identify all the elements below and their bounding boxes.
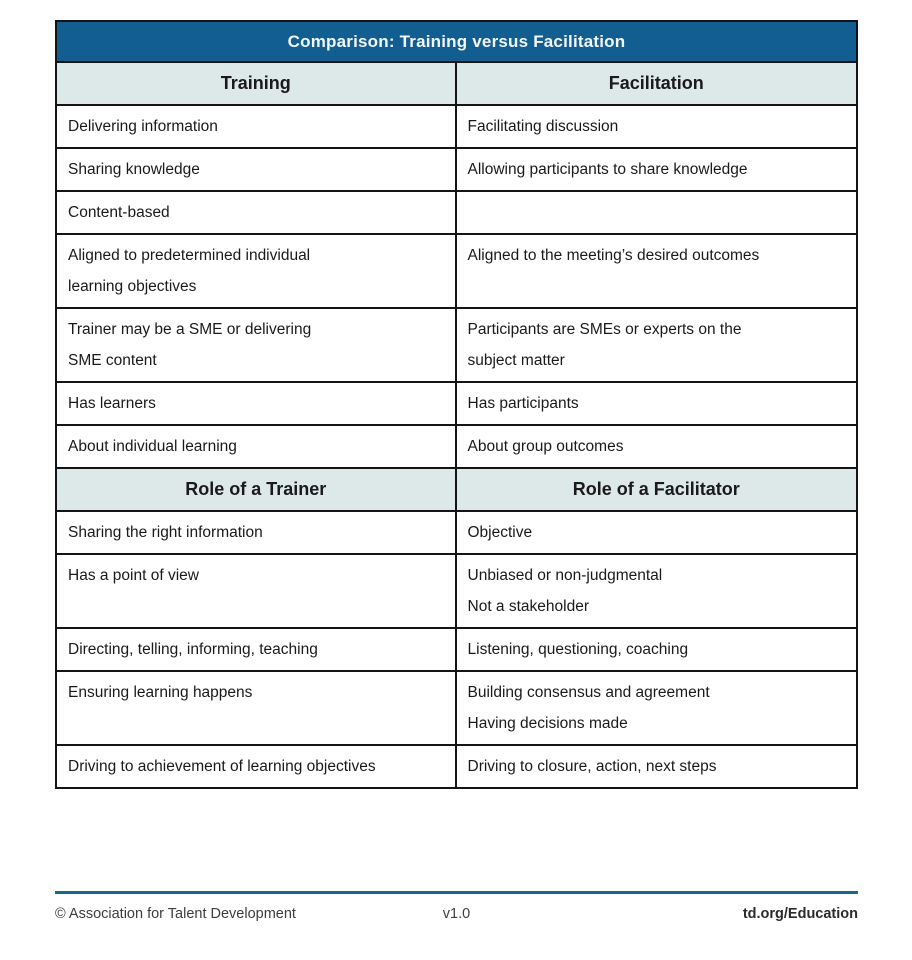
cell-line: Driving to achievement of learning objectives [68, 758, 376, 775]
cell-training [57, 309, 457, 381]
cell-training [57, 235, 457, 307]
table-row [57, 383, 856, 426]
cell-line: Directing, telling, informing, teaching [68, 641, 318, 658]
cell-line: learning objectives [68, 278, 197, 295]
cell-line: Trainer may be a SME or delivering [68, 321, 312, 338]
cell-facilitation [457, 235, 857, 307]
cell-line: Ensuring learning happens [68, 684, 253, 701]
cell-facilitation [457, 555, 857, 627]
table-row [57, 309, 856, 383]
subheader-role-of-facilitator: Role of a Facilitator [457, 469, 857, 510]
cell-facilitation [457, 309, 857, 381]
table-row [57, 192, 856, 235]
cell-facilitation [457, 512, 857, 553]
cell-line: Has learners [68, 395, 156, 412]
page-footer [55, 906, 858, 922]
cell-training [57, 672, 457, 744]
cell-facilitation [457, 426, 857, 467]
cell-line: Not a stakeholder [467, 598, 589, 615]
cell-facilitation [457, 672, 857, 744]
cell-training [57, 106, 457, 147]
table-row [57, 746, 856, 787]
cell-training [57, 149, 457, 190]
cell-line: subject matter [467, 352, 565, 369]
table-row [57, 629, 856, 672]
cell-training [57, 629, 457, 670]
cell-facilitation [457, 149, 857, 190]
table-title: Comparison: Training versus Facilitation [57, 22, 856, 63]
cell-line: Sharing knowledge [68, 161, 200, 178]
table-row [57, 426, 856, 469]
table-row [57, 149, 856, 192]
cell-training [57, 555, 457, 627]
cell-facilitation [457, 746, 857, 787]
footer-copyright: © Association for Talent Development [55, 906, 296, 922]
table-row [57, 512, 856, 555]
cell-training [57, 192, 457, 233]
comparison-table [55, 20, 858, 789]
cell-training [57, 426, 457, 467]
cell-line: Aligned to the meeting’s desired outcomes [467, 247, 760, 264]
cell-facilitation [457, 383, 857, 424]
cell-line: Delivering information [68, 118, 218, 135]
cell-line: Objective [467, 524, 533, 541]
footer-divider [55, 891, 858, 894]
table-row [57, 672, 856, 746]
footer-version: v1.0 [442, 906, 471, 922]
column-header-row [57, 63, 856, 106]
cell-line: SME content [68, 352, 157, 369]
cell-line: Content-based [68, 204, 170, 221]
comparison-rows-group [57, 106, 856, 469]
cell-training [57, 512, 457, 553]
cell-training [57, 383, 457, 424]
cell-line: Building consensus and agreement [467, 684, 710, 701]
column-header-training: Training [57, 63, 457, 104]
cell-training [57, 746, 457, 787]
cell-line: Allowing participants to share knowledge [467, 161, 748, 178]
table-row [57, 555, 856, 629]
cell-facilitation [457, 106, 857, 147]
column-header-facilitation: Facilitation [457, 63, 857, 104]
cell-line: Has participants [467, 395, 579, 412]
cell-line: Listening, questioning, coaching [467, 641, 689, 658]
cell-line: Driving to closure, action, next steps [467, 758, 717, 775]
roles-rows-group [57, 512, 856, 787]
cell-line: About group outcomes [467, 438, 624, 455]
table-row [57, 106, 856, 149]
subheader-row [57, 469, 856, 512]
cell-facilitation [457, 192, 857, 233]
footer-link: td.org/Education [742, 906, 858, 922]
cell-line: Has a point of view [68, 567, 199, 584]
subheader-role-of-trainer: Role of a Trainer [57, 469, 457, 510]
cell-line: Sharing the right information [68, 524, 263, 541]
cell-line: Aligned to predetermined individual [68, 247, 311, 264]
cell-line: Having decisions made [467, 715, 628, 732]
cell-facilitation [457, 629, 857, 670]
cell-line: Facilitating discussion [467, 118, 619, 135]
table-row [57, 235, 856, 309]
cell-line: Unbiased or non-judgmental [467, 567, 663, 584]
cell-line: Participants are SMEs or experts on the [467, 321, 742, 338]
cell-line: About individual learning [68, 438, 237, 455]
